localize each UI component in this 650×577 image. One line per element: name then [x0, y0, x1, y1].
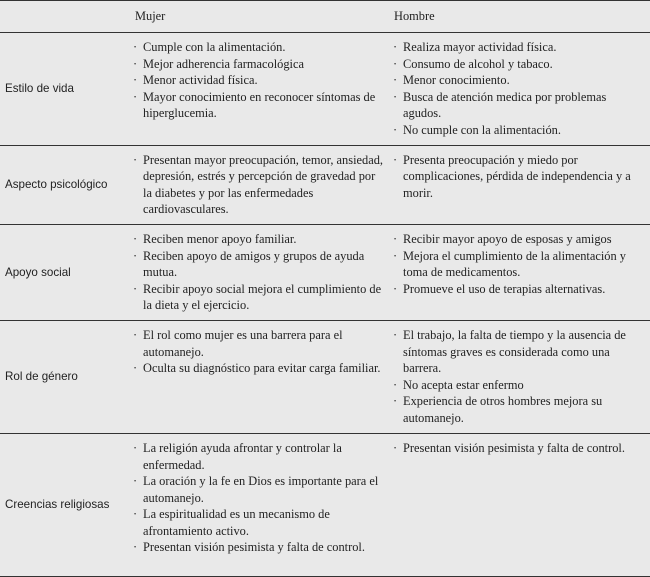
list-item: · No cumple con la alimentación.	[393, 122, 646, 139]
hombre-cell	[389, 224, 650, 320]
row-category: Aspecto psicológico	[5, 178, 108, 192]
header-mujer: Mujer	[135, 9, 166, 23]
list-item: · Promueve el uso de terapias alternativas.	[393, 281, 646, 298]
list-item: · El trabajo, la falta de tiempo y la ausencia de síntomas graves es considerada como una barrera.	[393, 327, 646, 377]
table-row	[0, 224, 650, 320]
list-item: · Presentan visión pesimista y falta de control.	[133, 539, 385, 556]
row-category: Rol de género	[5, 370, 78, 384]
hombre-cell	[389, 320, 650, 433]
list-item: · Mejora el cumplimiento de la alimentación y toma de medicamentos.	[393, 248, 646, 281]
list-item: · Reciben apoyo de amigos y grupos de ayuda mutua.	[133, 248, 385, 281]
list-item: · La oración y la fe en Dios es importante para el automanejo.	[133, 473, 385, 506]
table-row	[0, 433, 650, 576]
list-item: · Menor conocimiento.	[393, 72, 646, 89]
mujer-cell	[127, 433, 389, 576]
table-row	[0, 145, 650, 224]
list-item: · Presentan mayor preocupación, temor, ansiedad, depresión, estrés y percepción de gravedad por la diabetes y por las enfermedades cardiovasculares.	[133, 152, 385, 218]
list-item: · Realiza mayor actividad física.	[393, 39, 646, 56]
list-item: · Reciben menor apoyo familiar.	[133, 231, 385, 248]
hombre-cell	[389, 433, 650, 576]
list-item: · Presentan visión pesimista y falta de control.	[393, 440, 646, 457]
row-category: Estilo de vida	[5, 82, 74, 96]
header-row	[0, 1, 650, 33]
list-item: · Mejor adherencia farmacológica	[133, 56, 385, 73]
mujer-cell	[127, 320, 389, 433]
mujer-cell	[127, 33, 389, 146]
list-item: · Consumo de alcohol y tabaco.	[393, 56, 646, 73]
hombre-cell	[389, 145, 650, 224]
header-blank	[0, 1, 127, 33]
hombre-cell	[389, 33, 650, 146]
table-row	[0, 320, 650, 433]
list-item: · La religión ayuda afrontar y controlar la enfermedad.	[133, 440, 385, 473]
list-item: · Recibir apoyo social mejora el cumplimiento de la dieta y el ejercicio.	[133, 281, 385, 314]
mujer-cell	[127, 224, 389, 320]
list-item: · Experiencia de otros hombres mejora su automanejo.	[393, 393, 646, 426]
header-hombre: Hombre	[394, 9, 435, 23]
list-item: · Busca de atención medica por problemas agudos.	[393, 89, 646, 122]
list-item: · El rol como mujer es una barrera para el automanejo.	[133, 327, 385, 360]
list-item: · Oculta su diagnóstico para evitar carga familiar.	[133, 360, 385, 377]
list-item: · La espiritualidad es un mecanismo de afrontamiento activo.	[133, 506, 385, 539]
list-item: · Mayor conocimiento en reconocer síntomas de hiperglucemia.	[133, 89, 385, 122]
table-row	[0, 33, 650, 146]
mujer-cell	[127, 145, 389, 224]
list-item: · Recibir mayor apoyo de esposas y amigos	[393, 231, 646, 248]
list-item: · Presenta preocupación y miedo por complicaciones, pérdida de independencia y a morir.	[393, 152, 646, 202]
row-category: Apoyo social	[5, 265, 71, 279]
list-item: · Menor actividad física.	[133, 72, 385, 89]
row-category: Creencias religiosas	[5, 498, 110, 512]
list-item: · Cumple con la alimentación.	[133, 39, 385, 56]
list-item: · No acepta estar enfermo	[393, 377, 646, 394]
